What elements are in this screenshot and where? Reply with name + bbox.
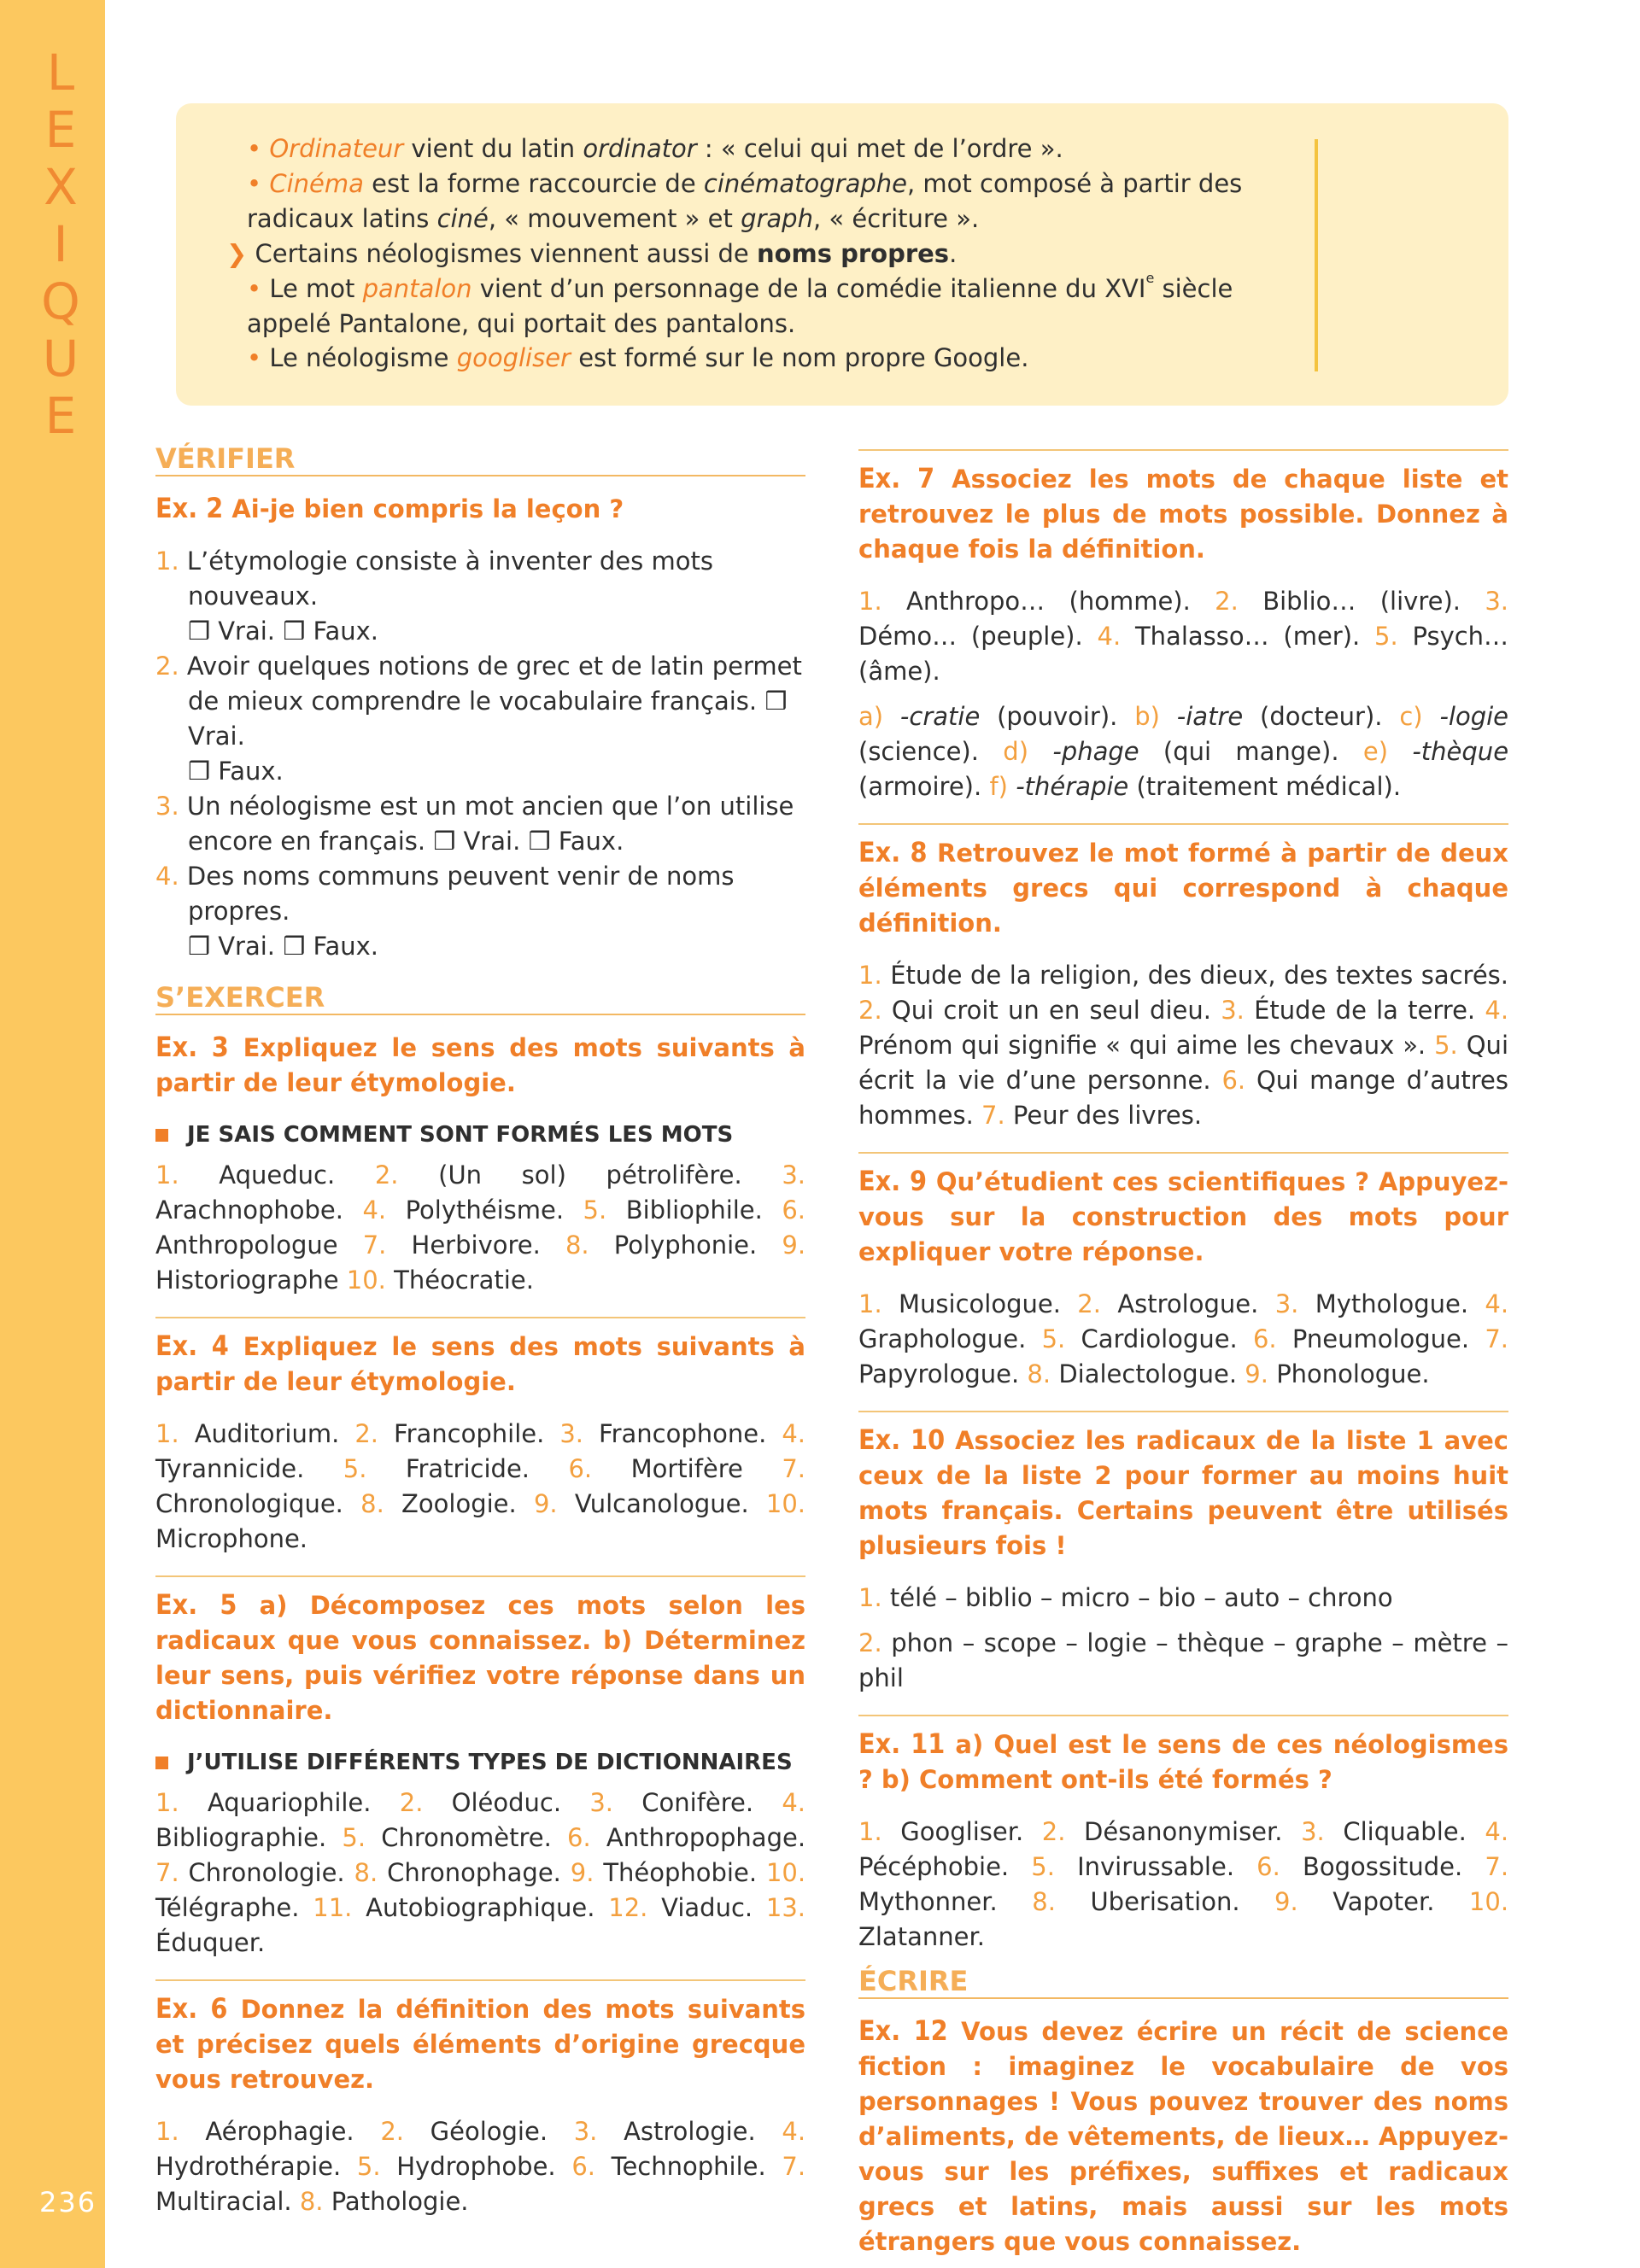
left-column <box>155 442 805 2219</box>
exercise-9-items: 1. Musicologue. 2. Astrologue. 3. Mythologue. 4. Graphologue. 5. Cardiologue. 6. Pneumologue. 7. Papyrologue. 8. Dialectologue. 9. Phonologue. <box>858 1289 1509 1388</box>
checkbox-icon[interactable]: ❒ <box>528 827 551 856</box>
divider <box>155 1317 805 1318</box>
exercise-4-heading: Ex. 4 Expliquez le sens des mots suivants à partir de leur étymologie. <box>155 1330 805 1396</box>
lesson-reminder-text <box>226 132 1293 376</box>
divider <box>155 1979 805 1981</box>
exercise-3-heading: Ex. 3 Expliquez le sens des mots suivants à partir de leur étymologie. <box>155 1031 805 1097</box>
square-bullet-icon <box>155 1757 168 1769</box>
square-bullet-icon <box>155 1129 168 1142</box>
exercise-2-heading: Ex. 2 Ai-je bien compris la leçon ? <box>155 492 624 524</box>
exercise-5-items: 1. Aquariophile. 2. Oléoduc. 3. Conifère. 4. Bibliographie. 5. Chronomètre. 6. Anthropophage. 7. Chronologie. 8. Chronophage. 9. Théophobie. 10. Télégraphe. 11. Autobiographique. 12. Viaduc. 13. Éduquer. <box>155 1788 806 1957</box>
chapter-letter: X <box>44 158 78 216</box>
checkbox-icon[interactable]: ❒ <box>283 932 306 961</box>
checkbox-icon[interactable]: ❒ <box>188 932 210 961</box>
exercise-11-items: 1. Googliser. 2. Désanonymiser. 3. Cliquable. 4. Pécéphobie. 5. Invirussable. 6. Bogossitude. 7. Mythonner. 8. Uberisation. 9. Vapoter. 10. Zlatanner. <box>858 1817 1509 1951</box>
chapter-letter: L <box>46 44 75 102</box>
reminder-line: • Le mot pantalon vient d’un personnage de la comédie italienne du XVIe siècle appelé Pantalone, qui portait des pantalons. <box>247 269 1233 338</box>
checkbox-icon[interactable]: ❒ <box>188 617 210 646</box>
exercise-6-items: 1. Aérophagie. 2. Géologie. 3. Astrologie. 4. Hydrothérapie. 5. Hydrophobe. 6. Technophile. 7. Multiracial. 8. Pathologie. <box>155 2117 806 2216</box>
exercise-10-heading: Ex. 10 Associez les radicaux de la liste 1 avec ceux de la liste 2 pour former au moins huit mots français. Certains peuvent être utilisés plusieurs fois ! <box>858 1423 1508 1560</box>
list-item: 2. Avoir quelques notions de grec et de latin permet de mieux comprendre le vocabulaire français. ❒ Vrai. ❒ Faux. <box>155 652 802 786</box>
divider <box>858 1152 1508 1154</box>
section-heading-verifier: VÉRIFIER <box>155 442 805 476</box>
divider <box>858 823 1508 825</box>
exercise-2-list <box>155 544 805 964</box>
exercise-3-subheading: JE SAIS COMMENT SONT FORMÉS LES MOTS <box>155 1118 805 1153</box>
exercise-8-heading: Ex. 8 Retrouvez le mot formé à partir de deux éléments grecs qui correspond à chaque définition. <box>858 836 1508 938</box>
checkbox-icon[interactable]: ❒ <box>764 687 788 716</box>
divider <box>858 1411 1508 1412</box>
exercise-4-items: 1. Auditorium. 2. Francophile. 3. Francophone. 4. Tyrannicide. 5. Fratricide. 6. Mortifère 7. Chronologique. 8. Zoologie. 9. Vulcanologue. 10. Microphone. <box>155 1419 806 1553</box>
reminder-line: ❯ Certains néologismes viennent aussi de noms propres. <box>226 238 958 268</box>
exercise-11-heading: Ex. 11 a) Quel est le sens de ces néologismes ? b) Comment ont-ils été formés ? <box>858 1727 1508 1794</box>
checkbox-icon[interactable]: ❒ <box>283 617 306 646</box>
exercise-6-heading: Ex. 6 Donnez la définition des mots suivants et précisez quels éléments d’origine grecque vous retrouvez. <box>155 1992 806 2094</box>
exercise-12-text: Ex. 12 Vous devez écrire un récit de science fiction : imaginez le vocabulaire de vos personnages ! Vous pouvez trouver des noms d’aliments, de vêtements, de lieux… Appuyez-vous sur les préfixes, suffixes et radicaux grecs et latins, mais aussi sur les mots étrangers que vous connaissez. <box>858 2014 1508 2256</box>
exercise-7-list-1: 1. Anthropo… (homme). 2. Biblio… (livre). 3. Démo… (peuple). 4. Thalasso… (mer). 5. Psych… (âme). <box>858 587 1509 686</box>
checkbox-icon[interactable]: ❒ <box>188 757 210 786</box>
section-heading-sexercer: S’EXERCER <box>155 981 805 1015</box>
chapter-letter: U <box>42 330 79 388</box>
reminder-accent-bar <box>1315 139 1318 371</box>
reminder-line: • Ordinateur vient du latin ordinator : « celui qui met de l’ordre ». <box>247 134 1063 163</box>
divider <box>858 449 1508 451</box>
exercise-5-subheading: J’UTILISE DIFFÉRENTS TYPES DE DICTIONNAIRES <box>155 1745 805 1780</box>
exercise-5-heading: Ex. 5 a) Décomposez ces mots selon les radicaux que vous connaissez. b) Déterminez leur sens, puis vérifiez votre réponse dans un dictionnaire. <box>155 1588 806 1725</box>
chapter-letter: I <box>53 215 68 273</box>
list-item: 3. Un néologisme est un mot ancien que l’on utilise encore en français. ❒ Vrai. ❒ Faux. <box>155 792 794 856</box>
list-item: 1. L’étymologie consiste à inventer des mots nouveaux. ❒ Vrai. ❒ Faux. <box>155 547 713 646</box>
exercise-10-list-1: 1. télé – biblio – micro – bio – auto – chrono <box>858 1583 1393 1612</box>
exercise-3-items: 1. Aqueduc. 2. (Un sol) pétrolifère. 3. Arachnophobe. 4. Polythéisme. 5. Bibliophile. 6. Anthropologue 7. Herbivore. 8. Polyphonie. 9. Historiographe 10. Théocratie. <box>155 1160 806 1295</box>
exercise-10-list-2: 2. phon – scope – logie – thèque – graphe – mètre – phil <box>858 1628 1508 1692</box>
exercise-7-heading: Ex. 7 Associez les mots de chaque liste et retrouvez le plus de mots possible. Donnez à chaque fois la définition. <box>858 462 1509 564</box>
divider <box>155 1575 805 1577</box>
exercise-8-items: 1. Étude de la religion, des dieux, des textes sacrés. 2. Qui croit un en seul dieu. 3. Étude de la terre. 4. Prénom qui signifie « qui aime les chevaux ». 5. Qui écrit la vie d’une personne. 6. Qui mange d’autres hommes. 7. Peur des livres. <box>858 961 1509 1130</box>
chapter-letter: Q <box>41 272 80 330</box>
chapter-letter: E <box>44 101 77 159</box>
checkbox-icon[interactable]: ❒ <box>433 827 456 856</box>
reminder-line: • Le néologisme googliser est formé sur le nom propre Google. <box>247 343 1029 373</box>
page-number: 236 <box>39 2186 97 2218</box>
list-item: 4. Des noms communs peuvent venir de noms propres. ❒ Vrai. ❒ Faux. <box>155 862 735 961</box>
exercise-7-list-2: a) -cratie (pouvoir). b) -iatre (docteur). c) -logie (science). d) -phage (qui mange). e) -thèque (armoire). f) -thérapie (traitement médical). <box>858 702 1509 801</box>
section-heading-ecrire: ÉCRIRE <box>858 1965 1508 1999</box>
chapter-title-vertical <box>31 44 91 445</box>
chapter-letter: E <box>44 387 77 445</box>
right-column <box>858 442 1508 2259</box>
chapter-sidebar <box>0 0 105 2268</box>
reminder-line: • Cinéma est la forme raccourcie de cinématographe, mot composé à partir des radicaux latins ciné, « mouvement » et graph, « écriture ». <box>247 168 1243 233</box>
exercise-9-heading: Ex. 9 Qu’étudient ces scientifiques ? Appuyez-vous sur la construction des mots pour expliquer votre réponse. <box>858 1165 1508 1266</box>
divider <box>858 1715 1508 1716</box>
